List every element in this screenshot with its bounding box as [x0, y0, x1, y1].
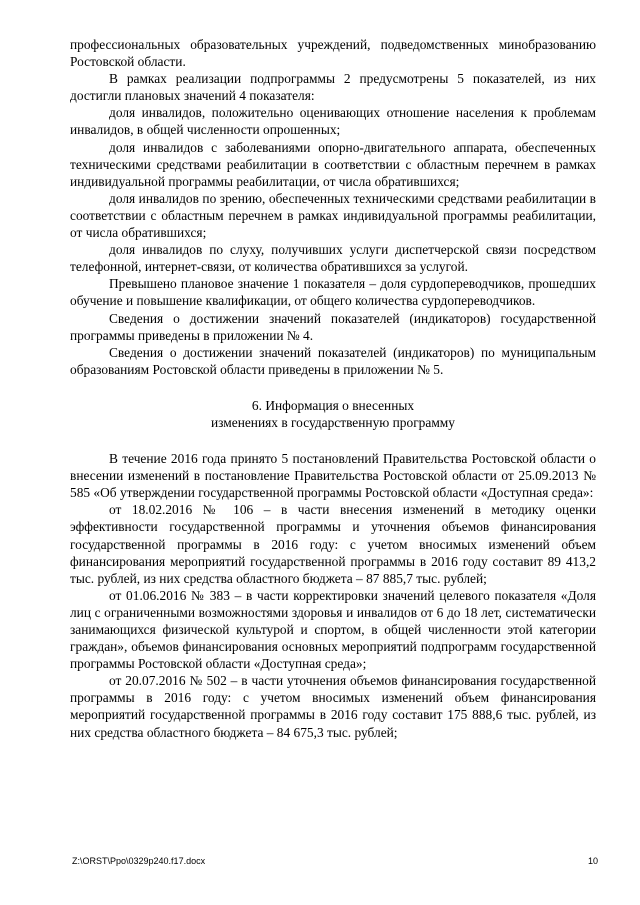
- document-page: [70, 36, 596, 741]
- list-paragraph: от 18.02.2016 № 106 – в части внесения изменений в методику оценки эффективности государственной программы и уточнения объемов финансирования государственной программы в 2016 году: с учетом вносимых изменений объем финансирования мероприятий государственной программы в 2016 году составит 89 413,2 тыс. рублей, из них средства областного бюджета – 87 885,7 тыс. рублей;: [70, 502, 596, 586]
- paragraph: профессиональных образовательных учреждений, подведомственных минобразованию Ростовской области.: [70, 37, 596, 70]
- list-paragraph: от 20.07.2016 № 502 – в части уточнения объемов финансирования государственной программы в 2016 году: с учетом вносимых изменений объем финансирования мероприятий государственной программы в 2016 году составит 175 888,6 тыс. рублей, из них средства областного бюджета – 84 675,3 тыс. рублей;: [70, 673, 596, 740]
- list-paragraph: доля инвалидов по слуху, получивших услуги диспетчерской связи посредством телефонной, интернет-связи, от количества обратившихся за услугой.: [70, 242, 596, 275]
- paragraph: Превышено плановое значение 1 показателя – доля сурдопереводчиков, прошедших обучение и повышение квалификации, от общего количества сурдопереводчиков.: [70, 276, 596, 309]
- page-number: 10: [587, 856, 598, 866]
- list-paragraph: от 01.06.2016 № 383 – в части корректировки значений целевого показателя «Доля лиц с ограниченными возможностями здоровья и инвалидов от 6 до 18 лет, систематически занимающихся физической культурой и спортом, в общей численности этой категории граждан», объемов финансирования основных мероприятий подпрограмм государственной программы Ростовской области «Доступная среда»;: [70, 587, 596, 672]
- section-heading-line1: 6. Информация о внесенных: [251, 397, 415, 413]
- section-heading-line2: изменениях в государственную программу: [211, 414, 455, 430]
- section-heading: [70, 397, 596, 431]
- paragraph: Сведения о достижении значений показателей (индикаторов) государственной программы приведены в приложении № 4.: [70, 310, 596, 343]
- list-paragraph: доля инвалидов, положительно оценивающих отношение населения к проблемам инвалидов, в общей численности опрошенных;: [70, 105, 596, 138]
- list-paragraph: доля инвалидов по зрению, обеспеченных техническими средствами реабилитации в соответствии с областным перечнем в рамках индивидуальной программы реабилитации, от числа обратившихся;: [70, 190, 596, 241]
- file-path: Z:\ORST\Ppo\0329p240.f17.docx: [72, 856, 206, 866]
- paragraph: В рамках реализации подпрограммы 2 предусмотрены 5 показателей, из них достигли плановых значений 4 показателя:: [70, 71, 596, 104]
- paragraph: В течение 2016 года принято 5 постановлений Правительства Ростовской области о внесении изменений в постановление Правительства Ростовской области от 25.09.2013 № 585 «Об утверждении государственной программы Ростовской области «Доступная среда»:: [70, 451, 596, 501]
- paragraph: Сведения о достижении значений показателей (индикаторов) по муниципальным образованиям Ростовской области приведены в приложении № 5.: [70, 344, 596, 377]
- list-paragraph: доля инвалидов с заболеваниями опорно-двигательного аппарата, обеспеченных техническими средствами реабилитации в соответствии с областным перечнем в рамках индивидуальной программы реабилитации, от числа обратившихся;: [70, 139, 596, 189]
